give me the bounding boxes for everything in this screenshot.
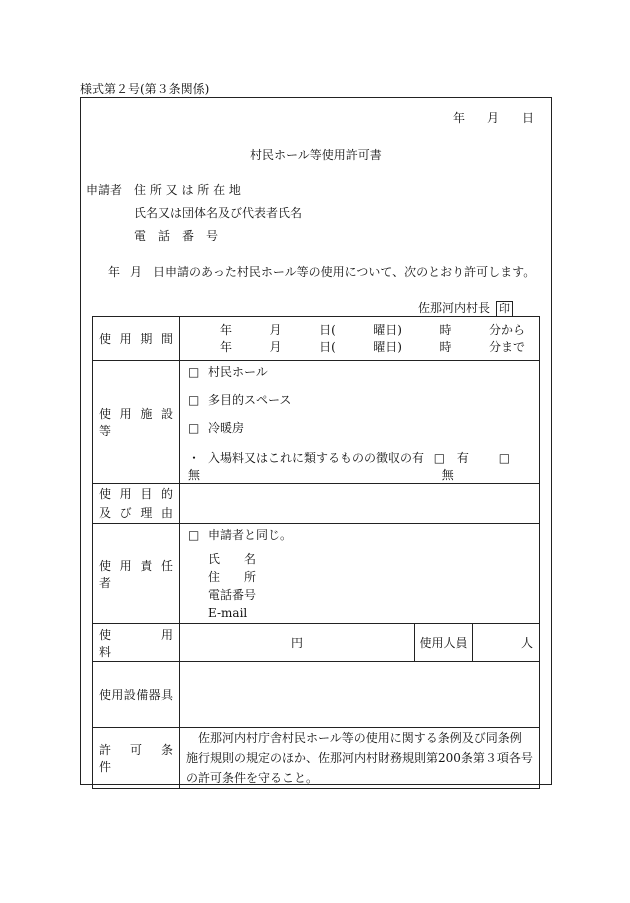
period-from-day: 日( xyxy=(319,322,336,337)
checkbox-icon[interactable]: □ xyxy=(188,528,200,542)
checkbox-icon[interactable]: □ xyxy=(498,451,511,465)
issuer-title: 佐那河内村長 xyxy=(418,301,491,315)
people-field[interactable] xyxy=(473,624,540,662)
permit-details-table xyxy=(92,316,540,789)
responsible-email-label: E-mail xyxy=(208,606,248,620)
period-to-minute: 分まで xyxy=(489,339,526,354)
row-period xyxy=(93,317,540,361)
period-label: 使 用 期 間 xyxy=(93,317,180,361)
purpose-label xyxy=(93,484,180,524)
applicant-address-label: 住 所 又 は 所 在 地 xyxy=(134,183,241,197)
period-to-hour: 時 xyxy=(439,339,452,354)
applicant-phone-label: 電 話 番 号 xyxy=(134,229,219,243)
responsible-cell xyxy=(180,524,540,624)
fee-label: 使 用 料 xyxy=(93,624,180,662)
responsible-fields xyxy=(180,550,539,622)
period-from-weekday: 曜日) xyxy=(373,322,402,337)
option-yes-label: 有 xyxy=(456,451,469,465)
row-facilities xyxy=(93,361,540,484)
applicant-name-label: 氏名又は団体名及び代表者氏名 xyxy=(134,206,303,220)
conditions-label: 許 可 条 件 xyxy=(93,728,180,789)
date-day-label: 日 xyxy=(522,111,535,125)
responsible-label: 使 用 責 任 者 xyxy=(93,524,180,624)
facilities-cell xyxy=(180,361,540,484)
period-to-weekday: 曜日) xyxy=(373,339,402,354)
purpose-field[interactable] xyxy=(180,484,540,524)
checkbox-icon[interactable]: □ xyxy=(188,393,200,407)
period-to-day: 日( xyxy=(319,339,336,354)
date-year-label: 年 xyxy=(453,111,466,125)
fee-field[interactable] xyxy=(180,624,415,662)
responsible-phone-label: 電話番号 xyxy=(208,588,257,602)
checkbox-icon[interactable]: □ xyxy=(188,421,200,435)
facilities-label: 使 用 施 設 等 xyxy=(93,361,180,484)
fee-unit: 円 xyxy=(290,636,303,650)
facility-item-label: 冷暖房 xyxy=(208,421,245,435)
facility-item-label: 多目的スペース xyxy=(208,393,292,407)
equipment-field[interactable] xyxy=(180,662,540,728)
statement-text: 日申請のあった村民ホール等の使用について、次のとおり許可します。 xyxy=(153,265,536,279)
conditions-text: 佐那河内村庁舎村民ホール等の使用に関する条例及び同条例施行規則の規定のほか、佐那河内村財務規則第200条第３項各号の許可条件を守ること。 xyxy=(180,728,540,789)
checkbox-icon[interactable]: □ xyxy=(188,365,200,379)
row-purpose xyxy=(93,484,540,524)
purpose-label-line2: 及 び 理 由 xyxy=(99,505,173,520)
bullet-icon: ・ xyxy=(188,451,201,465)
seal-mark: 印 xyxy=(496,301,513,317)
facility-item-label: 村民ホール xyxy=(208,365,268,379)
statement-month: 月 xyxy=(130,265,143,279)
facility-item xyxy=(180,365,539,379)
form-number-label: 様式第２号(第３条関係) xyxy=(80,82,210,96)
date-month-label: 月 xyxy=(487,111,500,125)
responsible-address-label: 住 所 xyxy=(208,570,257,584)
people-unit: 人 xyxy=(521,636,534,650)
period-cell xyxy=(180,317,540,361)
row-conditions xyxy=(93,728,540,789)
row-equipment xyxy=(93,662,540,728)
people-label: 使用人員 xyxy=(415,624,473,662)
period-from xyxy=(180,322,539,339)
equipment-label: 使用設備器具 xyxy=(93,662,180,728)
period-from-minute: 分から xyxy=(489,322,526,337)
checkbox-icon[interactable]: □ xyxy=(433,451,446,465)
facility-item xyxy=(180,421,539,435)
statement-year: 年 xyxy=(108,265,121,279)
responsible-name-label: 氏 名 xyxy=(208,552,257,566)
purpose-label-line1: 使 用 目 的 xyxy=(99,486,173,501)
period-from-hour: 時 xyxy=(439,322,452,337)
document-title: 村民ホール等使用許可書 xyxy=(250,148,382,162)
applicant-label: 申請者 xyxy=(86,183,123,197)
period-from-year: 年 xyxy=(220,322,233,337)
admission-fee-line xyxy=(180,449,539,483)
period-from-month: 月 xyxy=(269,322,282,337)
option-no-label: 無 xyxy=(441,468,454,482)
same-as-applicant-label: 申請者と同じ。 xyxy=(208,528,293,542)
admission-fee-question: 入場料又はこれに類するものの徴収の有無 xyxy=(188,451,425,482)
same-as-applicant-option xyxy=(180,528,539,542)
period-to-month: 月 xyxy=(269,339,282,354)
period-to-year: 年 xyxy=(220,339,233,354)
row-responsible xyxy=(93,524,540,624)
row-fee xyxy=(93,624,540,662)
issuer xyxy=(418,299,513,317)
facility-item xyxy=(180,393,539,407)
period-to xyxy=(180,339,539,356)
